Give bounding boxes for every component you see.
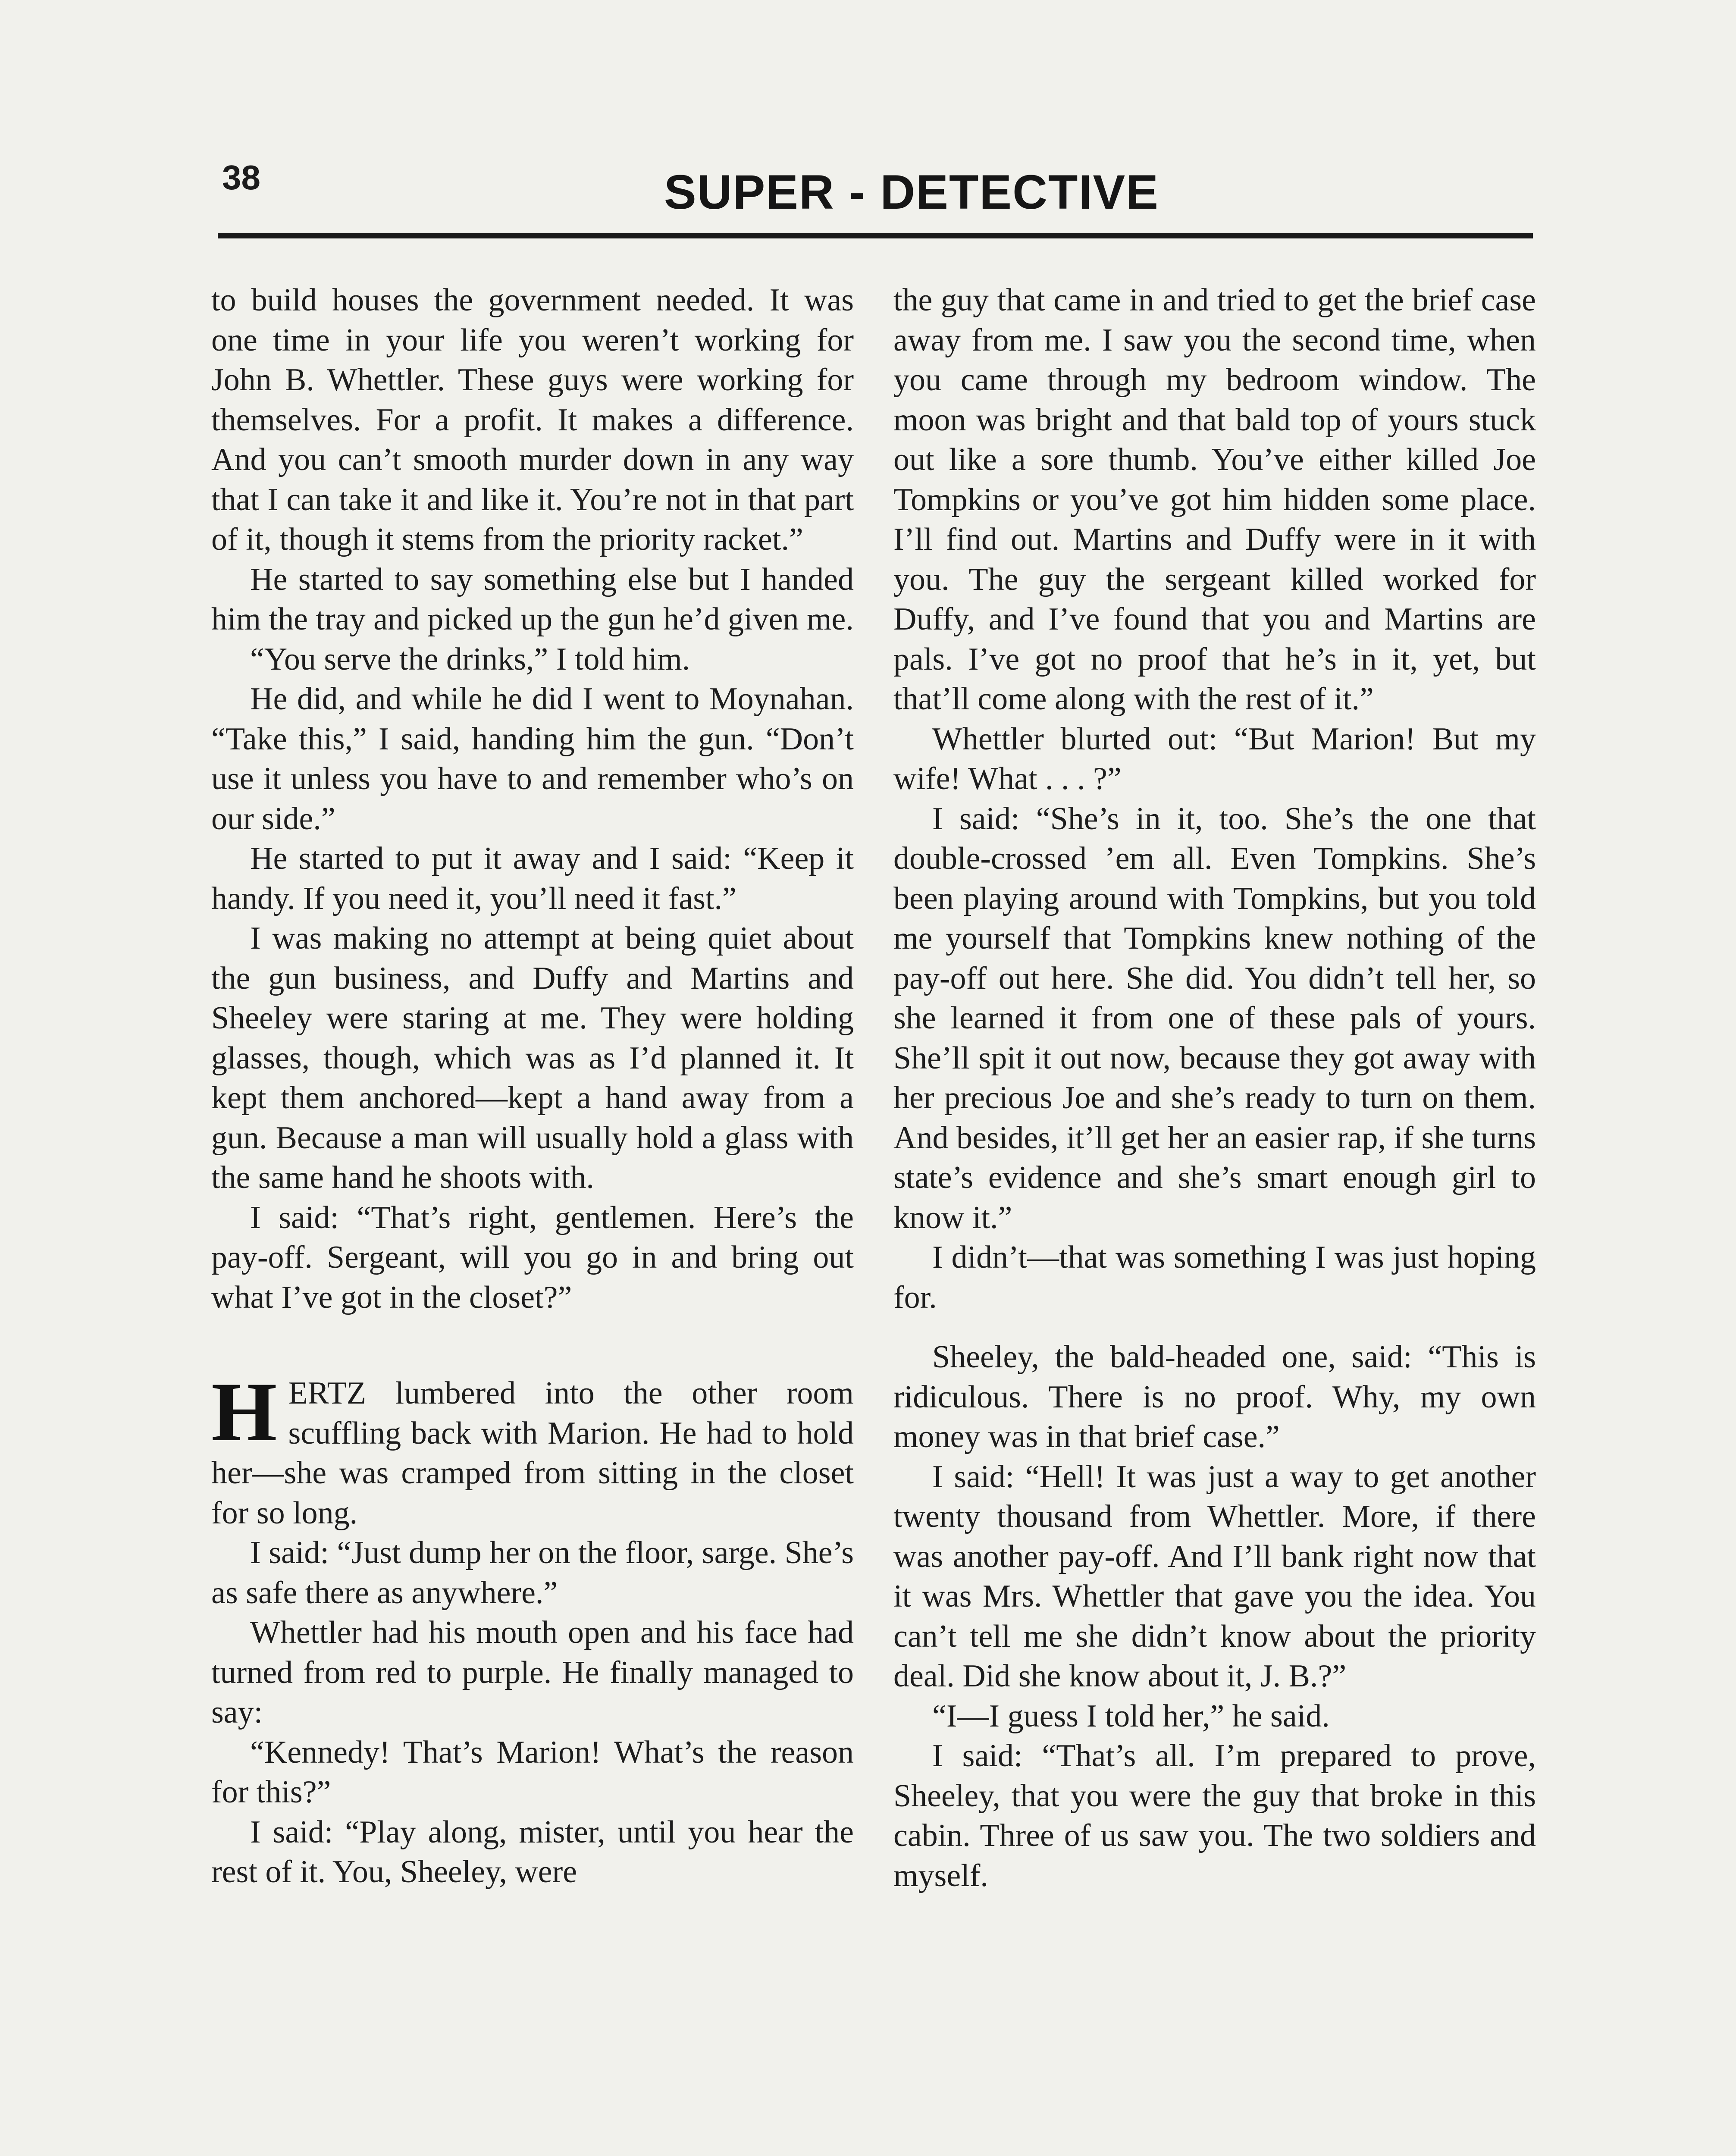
right-column (893, 280, 1536, 1896)
paragraph: to build houses the government needed. It was one time in your life you weren’t working for John B. Whettler. These guys were working for themselves. For a profit. It makes a difference. And you can’t smooth murder down in any way that I can take it and like it. You’re not in that part of it, though it stems from the priority racket.” (211, 282, 854, 557)
paragraph: I said: “Just dump her on the floor, sarge. She’s as safe there as anywhere.” (211, 1535, 854, 1611)
paragraph: I didn’t—that was something I was just hoping for. (893, 1240, 1536, 1315)
paragraph: He started to say something else but I handed him the tray and picked up the gun he’d given me. (211, 561, 854, 637)
drop-cap: H (211, 1365, 277, 1459)
running-head: SUPER - DETECTIVE (664, 165, 1159, 219)
paragraph: I said: “That’s right, gentlemen. Here’s the pay-off. Sergeant, will you go in and bring out what I’ve got in the closet?” (211, 1200, 854, 1315)
paragraph: I said: “That’s all. I’m prepared to prove, Sheeley, that you were the guy that broke in this cabin. Three of us saw you. The two soldiers and myself. (893, 1738, 1536, 1893)
paragraph: “I—I guess I told her,” he said. (932, 1698, 1330, 1734)
paragraph: He started to put it away and I said: “Keep it handy. If you need it, you’ll need it fast.” (211, 841, 854, 916)
paragraph: Whettler had his mouth open and his face had turned from red to purple. He finally managed to say: (211, 1615, 854, 1730)
header-rule (218, 233, 1533, 238)
paragraph-text: ERTZ lumbered into the other room scuffling back with Marion. He had to hold her—she was cramped from sitting in the closet for so long. (211, 1376, 854, 1531)
page-number: 38 (222, 158, 260, 197)
paragraph: “You serve the drinks,” I told him. (250, 641, 690, 677)
section-opening-paragraph (211, 1365, 854, 1533)
paragraph: He did, and while he did I went to Moynahan. “Take this,” I said, handing him the gun. “Don’t use it unless you have to and remember who’s on our side.” (211, 681, 854, 837)
paragraph: I said: “Hell! It was just a way to get another twenty thousand from Whettler. More, if there was another pay-off. And I’ll bank right now that it was Mrs. Whettler that gave you the idea. You can’t tell me she didn’t know about the priority deal. Did she know about it, J. B.?” (893, 1459, 1536, 1694)
paragraph: I said: “She’s in it, too. She’s the one that double-crossed ’em all. Even Tompkins. She’s been playing around with Tompkins, but you told me yourself that Tompkins knew nothing of the pay-off out here. She did. You didn’t tell her, so she learned it from one of these pals of yours. She’ll spit it out now, because they got away with her precious Joe and she’s ready to turn on them. And besides, it’ll get her an easier rap, if she turns state’s evidence and she’s smart enough girl to know it.” (893, 801, 1536, 1235)
left-column (211, 280, 854, 1892)
paragraph: the guy that came in and tried to get the brief case away from me. I saw you the second time, when you came through my bedroom window. The moon was bright and that bald top of yours stuck out like a sore thumb. You’ve either killed Joe Tompkins or you’ve got him hidden some place. I’ll find out. Martins and Duffy were in it with you. The guy the sergeant killed worked for Duffy, and I’ve found that you and Martins are pals. I’ve got no proof that he’s in it, yet, but that’ll come along with the rest of it.” (893, 282, 1536, 717)
paragraph: Whettler blurted out: “But Marion! But my wife! What . . . ?” (893, 721, 1536, 796)
paragraph: I said: “Play along, mister, until you hear the rest of it. You, Sheeley, were (211, 1814, 854, 1890)
paragraph: Sheeley, the bald-headed one, said: “This is ridiculous. There is no proof. Why, my own money was in that brief case.” (893, 1339, 1536, 1454)
paragraph: I was making no attempt at being quiet about the gun business, and Duffy and Martins and Sheeley were staring at me. They were holding glasses, though, which was as I’d planned it. It kept them anchored—kept a hand away from a gun. Because a man will usually hold a glass with the same hand he shoots with. (211, 921, 854, 1195)
paragraph: “Kennedy! That’s Marion! What’s the reason for this?” (211, 1734, 854, 1810)
